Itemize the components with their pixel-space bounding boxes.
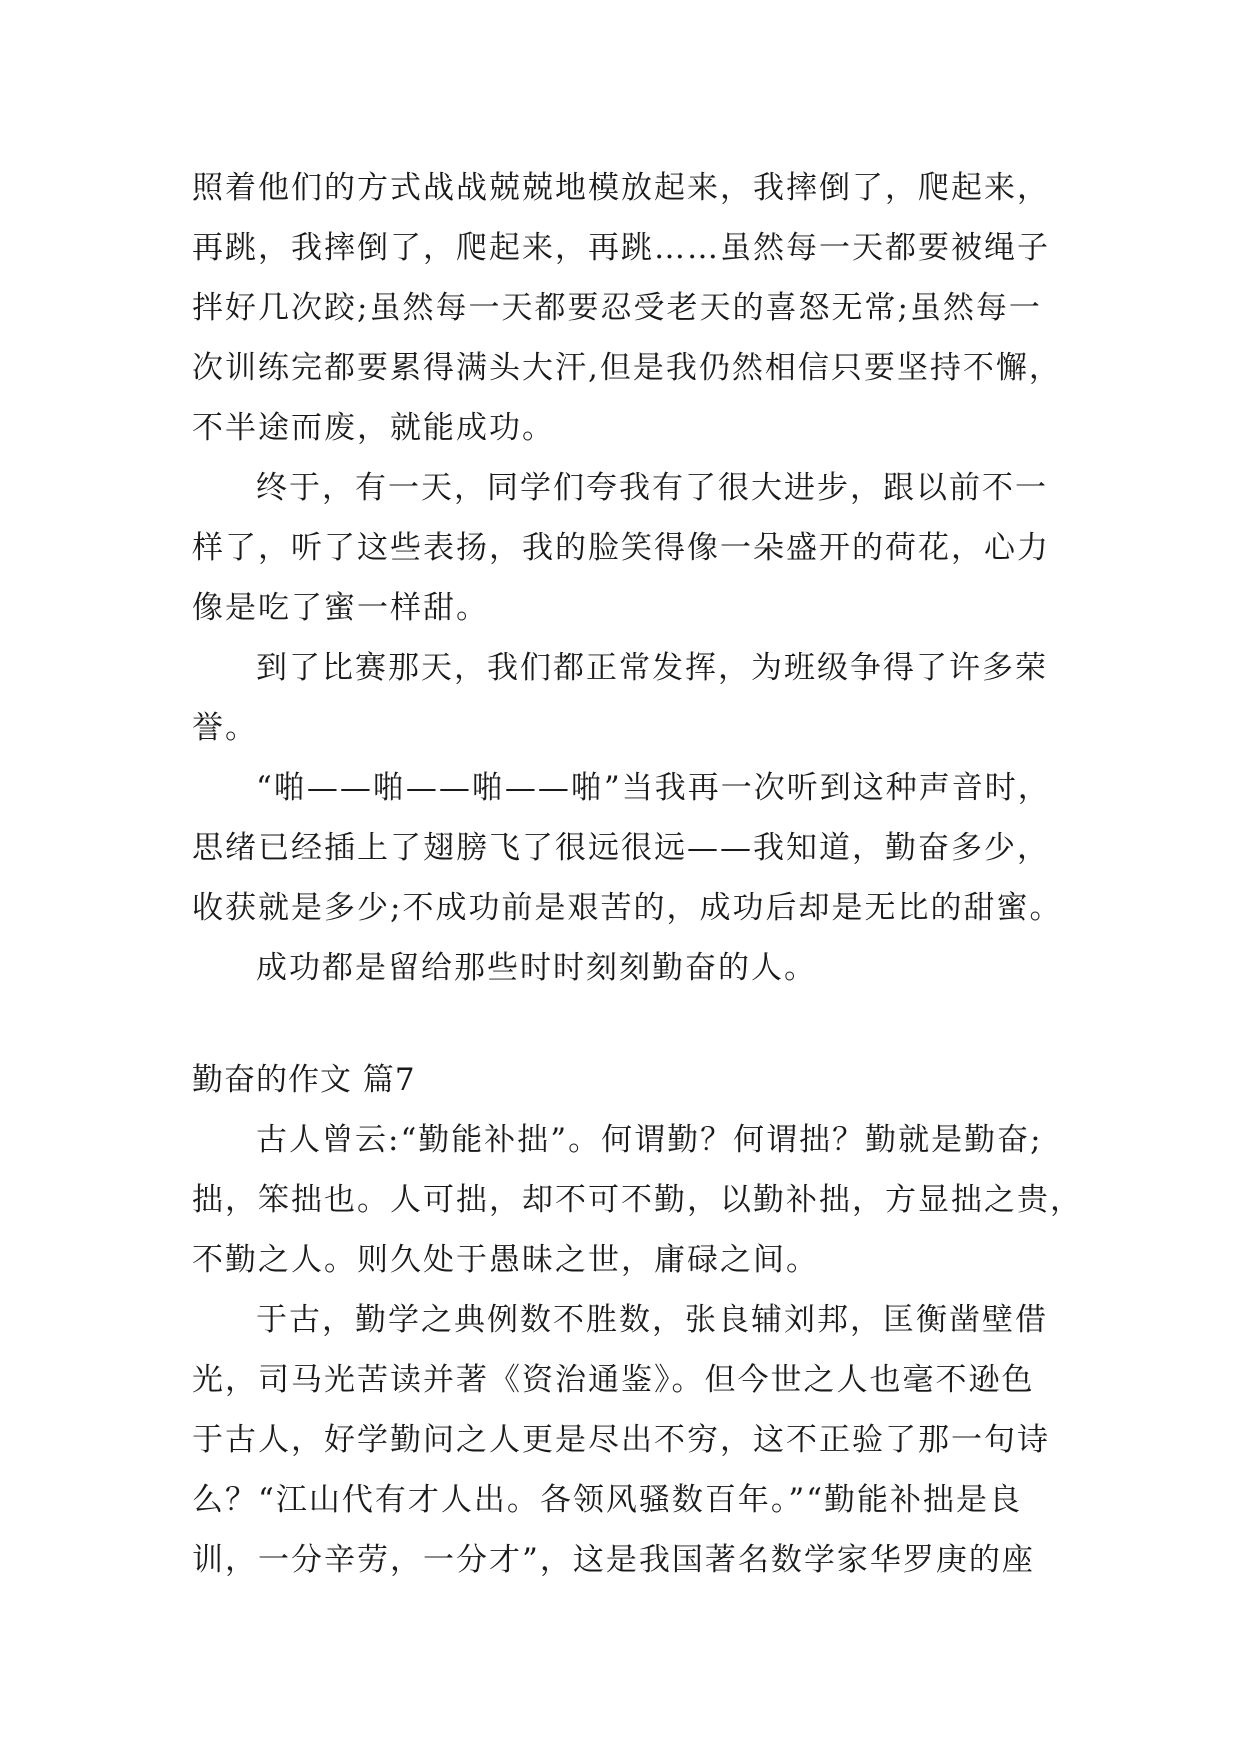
text-line: 再跳，我摔倒了，爬起来，再跳……虽然每一天都要被绳子 bbox=[192, 230, 1050, 266]
text-line: 古人曾云:“勤能补拙”。何谓勤？何谓拙？勤就是勤奋; bbox=[256, 1122, 1043, 1158]
text-line: 收获就是多少;不成功前是艰苦的，成功后却是无比的甜蜜。 bbox=[192, 890, 1063, 926]
text-line: 样了，听了这些表扬，我的脸笑得像一朵盛开的荷花，心力 bbox=[192, 530, 1050, 566]
text-line: 训，一分辛劳，一分才”，这是我国著名数学家华罗庚的座 bbox=[192, 1542, 1035, 1578]
text-line: 照着他们的方式战战兢兢地模放起来，我摔倒了，爬起来， bbox=[192, 170, 1050, 206]
text-line: 么？“江山代有才人出。各领风骚数百年。”“勤能补拙是良 bbox=[192, 1482, 1023, 1518]
text-line: 于古人，好学勤问之人更是尽出不穷，这不正验了那一句诗 bbox=[192, 1422, 1050, 1458]
text-line: 终于，有一天，同学们夸我有了很大进步，跟以前不一 bbox=[256, 470, 1048, 506]
text-line: 拙，笨拙也。人可拙，却不可不勤，以勤补拙，方显拙之贵， bbox=[192, 1182, 1083, 1218]
text-line: 成功都是留给那些时时刻刻勤奋的人。 bbox=[256, 950, 817, 986]
text-line: 像是吃了蜜一样甜。 bbox=[192, 590, 489, 626]
text-line: 誉。 bbox=[192, 710, 258, 746]
section-heading: 勤奋的作文 篇7 bbox=[192, 1062, 416, 1098]
text-line: 次训练完都要累得满头大汗,但是我仍然相信只要坚持不懈， bbox=[192, 350, 1062, 386]
text-line: 光，司马光苦读并著《资治通鉴》。但今世之人也毫不逊色 bbox=[192, 1362, 1035, 1398]
text-line: 拌好几次跤;虽然每一天都要忍受老天的喜怒无常;虽然每一 bbox=[192, 290, 1042, 326]
text-line: 于古，勤学之典例数不胜数，张良辅刘邦，匡衡凿壁借 bbox=[256, 1302, 1048, 1338]
text-line: 到了比赛那天，我们都正常发挥，为班级争得了许多荣 bbox=[256, 650, 1048, 686]
text-line: 思绪已经插上了翅膀飞了很远很远——我知道，勤奋多少， bbox=[192, 830, 1050, 866]
text-line: “啪——啪——啪——啪”当我再一次听到这种声音时， bbox=[256, 770, 1051, 806]
text-line: 不勤之人。则久处于愚昧之世，庸碌之间。 bbox=[192, 1242, 819, 1278]
text-line: 不半途而废，就能成功。 bbox=[192, 410, 555, 446]
